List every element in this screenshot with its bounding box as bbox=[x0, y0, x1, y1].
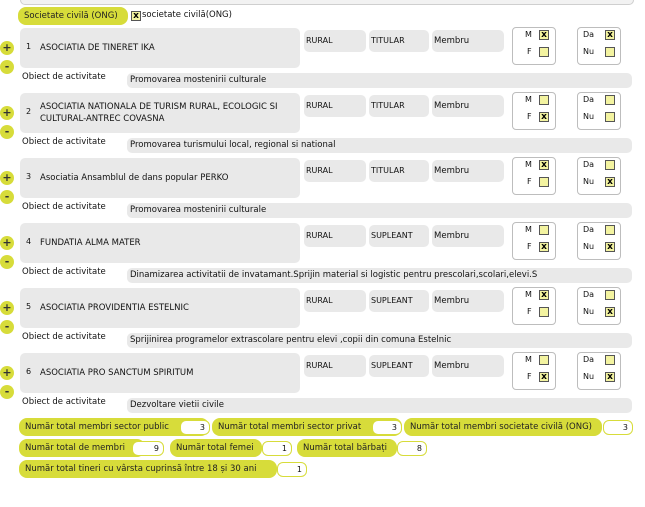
total-youth-input[interactable]: 1 bbox=[277, 462, 307, 477]
member-name-text: ASOCIATIA DE TINERET IKA bbox=[40, 43, 155, 53]
gender-m-label: M bbox=[525, 225, 532, 234]
remove-row-button[interactable]: - bbox=[0, 190, 14, 204]
no-checkbox[interactable] bbox=[605, 47, 615, 57]
add-row-button[interactable]: + bbox=[0, 236, 14, 250]
top-border bbox=[20, 0, 634, 5]
member-index: 5 bbox=[26, 302, 32, 311]
add-row-button[interactable]: + bbox=[0, 106, 14, 120]
member-status[interactable]: TITULAR bbox=[369, 95, 429, 117]
activity-label: Obiect de activitate bbox=[22, 332, 106, 342]
total-youth-label: Număr total tineri cu vârsta cuprinsă între 18 și 30 ani bbox=[19, 460, 277, 478]
gender-f-label: F bbox=[527, 47, 532, 56]
add-row-button[interactable]: + bbox=[0, 171, 14, 185]
member-index: 6 bbox=[26, 367, 32, 376]
member-name bbox=[40, 353, 296, 393]
member-area[interactable]: RURAL bbox=[304, 225, 366, 247]
member-role[interactable]: Membru bbox=[432, 290, 504, 312]
no-label: Nu bbox=[583, 242, 595, 251]
total-members-label: Număr total de membri bbox=[19, 439, 145, 457]
member-name bbox=[40, 223, 296, 263]
total-members-input[interactable]: 9 bbox=[132, 441, 164, 456]
total-men-input[interactable]: 8 bbox=[397, 441, 427, 456]
category-label: Societate civilă (ONG) bbox=[18, 7, 128, 25]
member-name-text: ASOCIATIA PROVIDENTIA ESTELNIC bbox=[40, 303, 189, 313]
add-row-button[interactable]: + bbox=[0, 366, 14, 380]
gender-m-label: M bbox=[525, 95, 532, 104]
gender-group bbox=[512, 352, 556, 390]
member-role[interactable]: Membru bbox=[432, 225, 504, 247]
category-checkbox-label: societate civilă(ONG) bbox=[142, 10, 232, 20]
yes-checkbox[interactable] bbox=[605, 355, 615, 365]
member-name bbox=[40, 28, 296, 68]
activity-input[interactable]: Dezvoltare vietii civile bbox=[127, 398, 632, 413]
member-name-text: ASOCIATIA NATIONALA DE TURISM RURAL, ECOLOGIC SI CULTURAL-ANTREC COVASNA bbox=[40, 102, 278, 124]
gender-m-checkbox[interactable]: x bbox=[539, 160, 549, 170]
activity-label: Obiect de activitate bbox=[22, 397, 106, 407]
gender-f-label: F bbox=[527, 242, 532, 251]
yes-label: Da bbox=[583, 30, 595, 39]
remove-row-button[interactable]: - bbox=[0, 385, 14, 399]
gender-m-checkbox[interactable] bbox=[539, 355, 549, 365]
category-checkbox[interactable]: x bbox=[131, 11, 141, 21]
gender-f-checkbox[interactable]: x bbox=[539, 372, 549, 382]
gender-group bbox=[512, 27, 556, 65]
gender-m-checkbox[interactable]: x bbox=[539, 290, 549, 300]
no-label: Nu bbox=[583, 112, 595, 121]
member-name bbox=[40, 158, 296, 198]
member-area[interactable]: RURAL bbox=[304, 160, 366, 182]
yes-label: Da bbox=[583, 290, 595, 299]
no-label: Nu bbox=[583, 372, 595, 381]
member-status[interactable]: SUPLEANT bbox=[369, 290, 429, 312]
member-area[interactable]: RURAL bbox=[304, 355, 366, 377]
no-label: Nu bbox=[583, 47, 595, 56]
member-status[interactable]: SUPLEANT bbox=[369, 355, 429, 377]
yes-label: Da bbox=[583, 95, 595, 104]
yes-label: Da bbox=[583, 355, 595, 364]
activity-input[interactable]: Dinamizarea activitatii de invatamant.Sprijin material si logistic pentru prescolari,scolari,elevi.S bbox=[127, 268, 632, 283]
gender-f-label: F bbox=[527, 307, 532, 316]
activity-label: Obiect de activitate bbox=[22, 267, 106, 277]
member-area[interactable]: RURAL bbox=[304, 30, 366, 52]
member-index: 2 bbox=[26, 107, 32, 116]
total-private-label: Număr total membri sector privat bbox=[212, 418, 402, 436]
gender-m-checkbox[interactable] bbox=[539, 225, 549, 235]
no-label: Nu bbox=[583, 307, 595, 316]
member-index: 3 bbox=[26, 172, 32, 181]
yes-checkbox[interactable] bbox=[605, 160, 615, 170]
activity-input[interactable]: Sprijinirea programelor extrascolare pentru elevi ,copii din comuna Estelnic bbox=[127, 333, 632, 348]
yes-checkbox[interactable] bbox=[605, 95, 615, 105]
add-row-button[interactable]: + bbox=[0, 41, 14, 55]
gender-m-label: M bbox=[525, 160, 532, 169]
total-women-input[interactable]: 1 bbox=[262, 441, 292, 456]
no-checkbox[interactable]: x bbox=[605, 177, 615, 187]
remove-row-button[interactable]: - bbox=[0, 255, 14, 269]
add-row-button[interactable]: + bbox=[0, 301, 14, 315]
activity-input[interactable]: Promovarea turismului local, regional si national bbox=[127, 138, 632, 153]
gender-m-label: M bbox=[525, 30, 532, 39]
total-civil-input[interactable]: 3 bbox=[603, 420, 633, 435]
gender-group bbox=[512, 92, 556, 130]
member-area[interactable]: RURAL bbox=[304, 95, 366, 117]
gender-f-label: F bbox=[527, 112, 532, 121]
member-name bbox=[40, 288, 296, 328]
no-label: Nu bbox=[583, 177, 595, 186]
gender-m-label: M bbox=[525, 290, 532, 299]
total-private-input[interactable]: 3 bbox=[372, 420, 402, 435]
gender-group bbox=[512, 222, 556, 260]
gender-group bbox=[512, 157, 556, 195]
remove-row-button[interactable]: - bbox=[0, 60, 14, 74]
member-name-text: ASOCIATIA PRO SANCTUM SPIRITUM bbox=[40, 368, 194, 378]
yes-checkbox[interactable] bbox=[605, 290, 615, 300]
member-name-text: FUNDATIA ALMA MATER bbox=[40, 238, 141, 248]
remove-row-button[interactable]: - bbox=[0, 125, 14, 139]
member-role[interactable]: Membru bbox=[432, 160, 504, 182]
yes-checkbox[interactable]: x bbox=[605, 30, 615, 40]
activity-label: Obiect de activitate bbox=[22, 137, 106, 147]
member-name bbox=[40, 93, 296, 133]
no-checkbox[interactable]: x bbox=[605, 372, 615, 382]
activity-label: Obiect de activitate bbox=[22, 72, 106, 82]
member-index: 1 bbox=[26, 42, 32, 51]
gender-f-checkbox[interactable]: x bbox=[539, 112, 549, 122]
total-civil-label: Număr total membri societate civilă (ONG) bbox=[404, 418, 602, 436]
yes-label: Da bbox=[583, 160, 595, 169]
gender-f-checkbox[interactable] bbox=[539, 47, 549, 57]
gender-f-checkbox[interactable]: x bbox=[539, 242, 549, 252]
member-index: 4 bbox=[26, 237, 32, 246]
member-role[interactable]: Membru bbox=[432, 30, 504, 52]
member-role[interactable]: Membru bbox=[432, 95, 504, 117]
gender-m-checkbox[interactable] bbox=[539, 95, 549, 105]
gender-f-label: F bbox=[527, 177, 532, 186]
member-role[interactable]: Membru bbox=[432, 355, 504, 377]
gender-f-label: F bbox=[527, 372, 532, 381]
gender-group bbox=[512, 287, 556, 325]
member-status[interactable]: SUPLEANT bbox=[369, 225, 429, 247]
no-checkbox[interactable]: x bbox=[605, 307, 615, 317]
gender-m-label: M bbox=[525, 355, 532, 364]
yes-label: Da bbox=[583, 225, 595, 234]
yes-checkbox[interactable] bbox=[605, 225, 615, 235]
activity-input[interactable]: Promovarea mostenirii culturale bbox=[127, 203, 632, 218]
gender-f-checkbox[interactable] bbox=[539, 307, 549, 317]
member-name-text: Asociatia Ansamblul de dans popular PERKO bbox=[40, 173, 229, 183]
total-women-label: Număr total femei bbox=[170, 439, 262, 457]
total-men-label: Număr total bărbați bbox=[297, 439, 397, 457]
gender-m-checkbox[interactable]: x bbox=[539, 30, 549, 40]
member-area[interactable]: RURAL bbox=[304, 290, 366, 312]
no-checkbox[interactable] bbox=[605, 112, 615, 122]
no-checkbox[interactable]: x bbox=[605, 242, 615, 252]
member-status[interactable]: TITULAR bbox=[369, 30, 429, 52]
remove-row-button[interactable]: - bbox=[0, 320, 14, 334]
activity-input[interactable]: Promovarea mostenirii culturale bbox=[127, 73, 632, 88]
member-status[interactable]: TITULAR bbox=[369, 160, 429, 182]
total-public-input[interactable]: 3 bbox=[180, 420, 210, 435]
activity-label: Obiect de activitate bbox=[22, 202, 106, 212]
gender-f-checkbox[interactable] bbox=[539, 177, 549, 187]
total-public-label: Număr total membri sector public bbox=[19, 418, 209, 436]
